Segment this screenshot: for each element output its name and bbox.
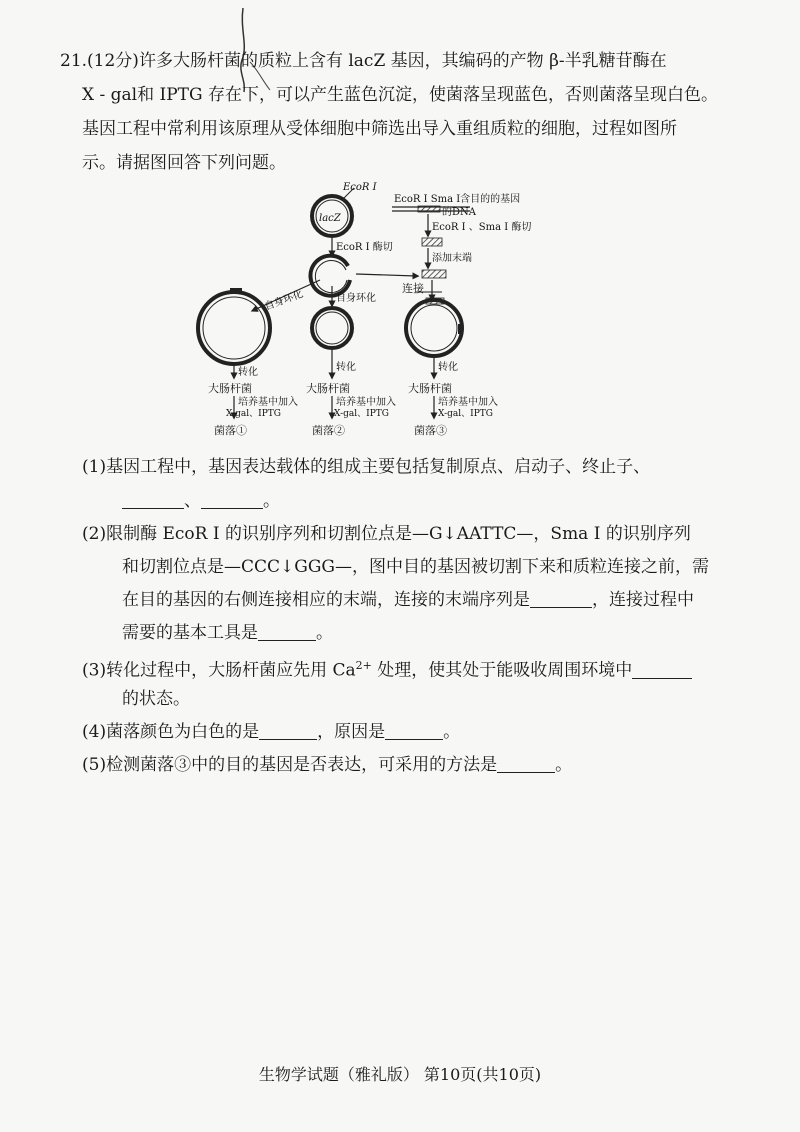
ecoli-label-3: 大肠杆菌 [408, 382, 452, 395]
q5-period: 。 [555, 755, 573, 775]
q3-text-1: (3)转化过程中，大肠杆菌应先用 Ca [82, 660, 356, 681]
medium-label-3a: 培养基中加入 [438, 397, 498, 408]
ecori-top-label: EcoR I [343, 182, 377, 193]
q1-line-2 [122, 490, 762, 512]
q2-blank-2[interactable] [258, 624, 316, 641]
page-footer: 生物学试题（雅礼版） 第10页(共10页) [258, 1065, 542, 1084]
q5-blank-1[interactable] [497, 756, 555, 773]
intro-line-4: 示。请据图回答下列问题。 [82, 153, 286, 173]
q2-line-3 [122, 589, 762, 611]
medium-label-2a: 培养基中加入 [336, 397, 396, 408]
plasmid-middle [312, 308, 352, 348]
q1-blank-1[interactable] [122, 492, 184, 509]
self-ring-mid-label: 自身环化 [336, 293, 376, 304]
colony-label-1: 菌落① [214, 424, 247, 437]
target-dna-label-1: EcoR I Sma I含目的的基因 [394, 194, 521, 205]
question-header-line [60, 50, 750, 72]
medium-label-2b: X-gal、IPTG [334, 409, 389, 419]
add-end-label: 添加末端 [432, 253, 472, 264]
q4-blank-1[interactable] [259, 723, 317, 740]
colony-label-2: 菌落② [312, 424, 345, 437]
q4-text-2: ，原因是 [317, 722, 386, 742]
q1-line-1: (1)基因工程中，基因表达载体的组成主要包括复制原点、启动子、终止子、 [82, 457, 651, 477]
transform-label-2: 转化 [336, 362, 356, 373]
ligate-label: 连接 [402, 282, 424, 295]
target-gene-fragment [422, 238, 442, 246]
q2-line-1: (2)限制酶 EcoR I 的识别序列和切割位点是—G↓AATTC—，Sma I 的识别序列 [82, 524, 691, 544]
q4-blank-2[interactable] [385, 723, 443, 740]
question-number: 21. [60, 51, 88, 71]
intro-line-2: X - gal和 IPTG 存在下，可以产生蓝色沉淀，使菌落呈现蓝色，否则菌落呈现白色。 [82, 85, 718, 105]
q5-line [82, 754, 762, 776]
q3-text-2: 处理，使其处于能吸收周围环境中 [371, 660, 633, 681]
q3-line-1 [82, 655, 762, 682]
q5-text: (5)检测菌落③中的目的基因是否表达，可采用的方法是 [82, 755, 498, 775]
column-2 [306, 350, 396, 437]
colony-label-3: 菌落③ [414, 424, 447, 437]
q1-blank-2[interactable] [201, 492, 263, 509]
target-gene-with-ends [422, 270, 446, 278]
q2-line-4-tail: 。 [316, 623, 333, 643]
intro-line-1: 许多大肠杆菌的质粒上含有 lacZ 基因，其编码的产物 β-半乳糖苷酶在 [138, 51, 667, 71]
q2-line-4 [122, 622, 762, 644]
plasmid-right [406, 298, 463, 356]
q3-blank-1[interactable] [632, 662, 692, 679]
q1-separator: 、 [184, 491, 201, 511]
column-1 [208, 365, 298, 437]
gene-engineering-diagram [180, 180, 600, 440]
lacz-label: lacZ [319, 213, 341, 224]
q4-line [82, 721, 762, 743]
q4-period: 。 [443, 722, 461, 742]
transform-label-1: 转化 [238, 367, 258, 378]
plasmid-opened [310, 256, 350, 296]
self-ring-left-label: 自身环化 [263, 288, 305, 313]
q4-text-1: (4)菌落颜色为白色的是 [82, 722, 260, 742]
q2-line-3-text: 在目的基因的右侧连接相应的末端，连接的末端序列是 [122, 590, 530, 610]
enzyme-cut-right-label: EcoR I 、Sma I 酶切 [432, 222, 532, 233]
q3-superscript: 2+ [355, 659, 372, 672]
q2-line-3-tail: ，连接过程中 [592, 590, 694, 610]
medium-label-3b: X-gal、IPTG [438, 409, 493, 419]
medium-label-1a: 培养基中加入 [238, 397, 298, 408]
plasmid-top [312, 188, 354, 236]
target-dna-label-2: 的DNA [442, 207, 476, 218]
question-points: (12分) [87, 51, 139, 71]
q2-blank-1[interactable] [530, 591, 592, 608]
plasmid-left [198, 288, 270, 364]
q3-line-2: 的状态。 [122, 689, 190, 709]
transform-label-3: 转化 [438, 362, 458, 373]
q1-period: 。 [263, 491, 280, 511]
ecoli-label-1: 大肠杆菌 [208, 382, 252, 395]
column-3 [408, 358, 498, 437]
ecori-cut-label: EcoR I 酶切 [336, 242, 393, 253]
q2-line-2: 和切割位点是—CCC↓GGG—，图中目的基因被切割下来和质粒连接之前，需 [122, 557, 710, 577]
intro-line-3: 基因工程中常利用该原理从受体细胞中筛选出导入重组质粒的细胞，过程如图所 [82, 119, 677, 139]
ecoli-label-2: 大肠杆菌 [306, 382, 350, 395]
medium-label-1b: X-gal、IPTG [226, 409, 281, 419]
q2-line-4-text: 需要的基本工具是 [122, 623, 258, 643]
